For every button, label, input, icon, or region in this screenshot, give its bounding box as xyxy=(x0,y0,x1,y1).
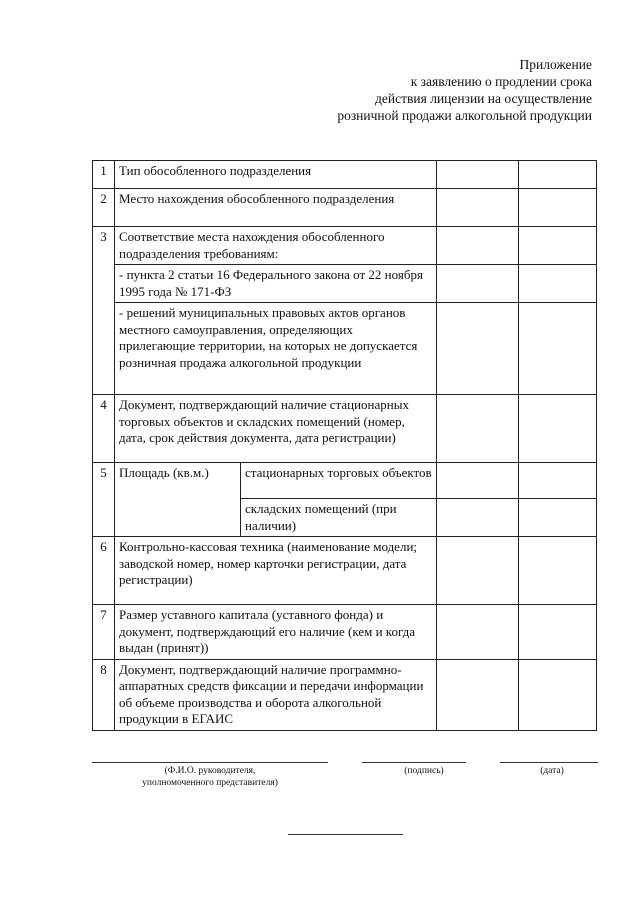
input-cell[interactable] xyxy=(519,537,597,605)
row-number: 4 xyxy=(93,395,115,463)
name-label-line-2: уполномоченного представителя) xyxy=(142,778,278,788)
table-row xyxy=(93,303,597,395)
row-sublabel: стационарных торговых объектов xyxy=(241,463,437,499)
row-number: 3 xyxy=(93,227,115,395)
input-cell[interactable] xyxy=(519,499,597,537)
signature-label: (подпись) xyxy=(404,766,444,776)
input-cell[interactable] xyxy=(519,227,597,265)
input-cell[interactable] xyxy=(519,659,597,730)
header-line-1: Приложение xyxy=(519,57,592,72)
table-row xyxy=(93,227,597,265)
row-sublabel: - пункта 2 статьи 16 Федерального закона от 22 ноября 1995 года № 171-ФЗ xyxy=(115,265,437,303)
input-cell[interactable] xyxy=(519,161,597,189)
table-row xyxy=(93,537,597,605)
input-cell[interactable] xyxy=(437,189,519,227)
row-label: Документ, подтверждающий наличие программно-аппаратных средств фиксации и передачи информации об объеме производства и оборота алкогольной продукции в ЕГАИС xyxy=(115,659,437,730)
input-cell[interactable] xyxy=(437,659,519,730)
input-cell[interactable] xyxy=(437,227,519,265)
table-row xyxy=(93,395,597,463)
row-number: 7 xyxy=(93,605,115,660)
row-label: Размер уставного капитала (уставного фонда) и документ, подтверждающий его наличие (кем и когда выдан (принят)) xyxy=(115,605,437,660)
input-cell[interactable] xyxy=(437,463,519,499)
table-row xyxy=(93,161,597,189)
row-number: 6 xyxy=(93,537,115,605)
input-cell[interactable] xyxy=(519,395,597,463)
signature-line[interactable] xyxy=(362,762,466,763)
row-label: Контрольно-кассовая техника (наименование модели; заводской номер, номер карточки регистрации, дата регистрации) xyxy=(115,537,437,605)
input-cell[interactable] xyxy=(519,189,597,227)
date-line[interactable] xyxy=(500,762,598,763)
input-cell[interactable] xyxy=(519,265,597,303)
input-cell[interactable] xyxy=(437,499,519,537)
row-label: Тип обособленного подразделения xyxy=(115,161,437,189)
row-number: 5 xyxy=(93,463,115,537)
table-row xyxy=(93,265,597,303)
input-cell[interactable] xyxy=(437,605,519,660)
row-label: Место нахождения обособленного подразделения xyxy=(115,189,437,227)
header-line-4: розничной продажи алкогольной продукции xyxy=(337,108,592,123)
row-number: 8 xyxy=(93,659,115,730)
row-label: Документ, подтверждающий наличие стационарных торговых объектов и складских помещений (номер, дата, срок действия документа, дата регистрации) xyxy=(115,395,437,463)
header-line-2: к заявлению о продлении срока xyxy=(410,74,592,89)
name-label-line-1: (Ф.И.О. руководителя, xyxy=(164,766,256,776)
input-cell[interactable] xyxy=(519,463,597,499)
input-cell[interactable] xyxy=(437,161,519,189)
input-cell[interactable] xyxy=(519,303,597,395)
input-cell[interactable] xyxy=(437,537,519,605)
row-sublabel: складских помещений (при наличии) xyxy=(241,499,437,537)
application-form-table xyxy=(92,160,597,731)
table-row xyxy=(93,605,597,660)
table-row xyxy=(93,659,597,730)
input-cell[interactable] xyxy=(437,303,519,395)
input-cell[interactable] xyxy=(437,265,519,303)
row-number: 1 xyxy=(93,161,115,189)
row-label: Соответствие места нахождения обособленного подразделения требованиям: xyxy=(115,227,437,265)
input-cell[interactable] xyxy=(519,605,597,660)
document-header xyxy=(337,56,592,124)
row-number: 2 xyxy=(93,189,115,227)
name-label xyxy=(120,765,300,789)
row-sublabel: - решений муниципальных правовых актов органов местного самоуправления, определяющих прилегающие территории, на которых не допускается розничная продажа алкогольной продукции xyxy=(115,303,437,395)
header-line-3: действия лицензии на осуществление xyxy=(375,91,592,106)
date-label: (дата) xyxy=(540,766,564,776)
input-cell[interactable] xyxy=(437,395,519,463)
name-signature-line[interactable] xyxy=(92,762,328,763)
table-row xyxy=(93,189,597,227)
row-label: Площадь (кв.м.) xyxy=(115,463,241,537)
table-row xyxy=(93,463,597,499)
bottom-rule xyxy=(288,834,403,835)
